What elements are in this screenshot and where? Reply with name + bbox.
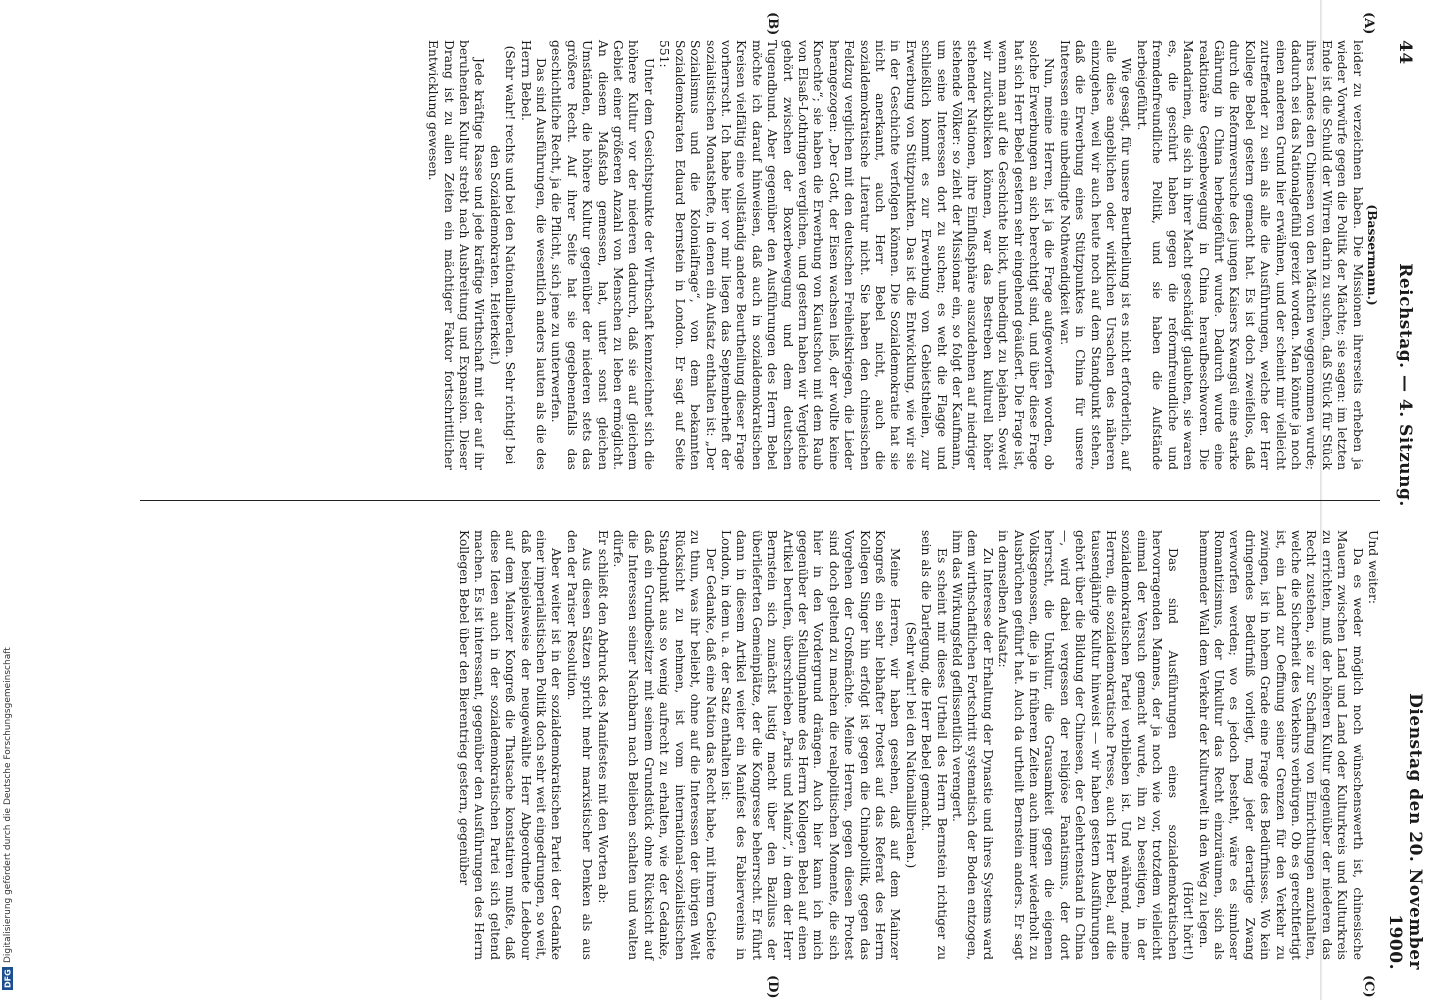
page-header (1385, 40, 1425, 970)
quote-paragraph: Unter dem Gesichtspunkte der Wirthschaft kennzeichnet sich die höhere Kultur vor der niederen dadurch, daß sie auf gleichem Gebiet einer größeren Anzahl von Menschen zu leben ermöglicht. An diesem Maßstab gemessen, hat, unter sonst gleichen Umständen, die höhere Kultur gegenüber der niederen stets das größere Recht. Auf ihrer Seite hat sie gegebenenfalls das geschichtliche Recht, ja die Pflicht, sich jene zu unterwerfen. (549, 40, 656, 470)
interjection: (Sehr wahr! bei den Nationalliberalen.) (903, 621, 918, 869)
margin-mark-b: (B) (765, 12, 780, 36)
quote-paragraph: Aus diesen Sätzen spricht mehr marxistischer Denken als aus den der Pariser Resolution. (564, 530, 595, 960)
session-title: Reichstag. — 4. Sitzung. (1395, 263, 1415, 507)
left-column (425, 40, 1380, 470)
margin-mark-d: (D) (765, 975, 780, 999)
paragraph: Das sind Ausführungen, die wesentlich anders lauten als die des Herrn Bebel. (518, 40, 549, 470)
quote-paragraph: Der Gedanke, daß eine Nation das Recht habe, mit ihrem Gebiete zu thun, was ihr beliebt, ohne auf die Interessen der übrigen Welt Rücksicht zu nehmen, ist vom international-sozialistischen Standpunkt aus so wenig aufrecht zu erhalten, wie der Gedanke, daß ein Grundbesitzer mit seinem Grundstück ohne Rücksicht auf die Interessen seiner Nachbarn nach Belieben schalten und walten dürfe. (611, 530, 718, 960)
digitization-note-text: Digitalisierung gefördert durch die Deutsche Forschungsgemeinschaft (3, 647, 13, 964)
page-number: 44 (1395, 40, 1415, 65)
margin-mark-a: (A) (1361, 12, 1376, 35)
margin-mark-c: (C) (1361, 975, 1376, 998)
session-date: Dienstag den 20. November 1900. (1385, 693, 1425, 970)
quote-paragraph: Jede kräftige Rasse und jede kräftige Wirthschaft mit der auf ihr beruhenden Kultur strebt nach Ausbreitung und Expansion. Dieser Drang ist zu allen Zeiten ein mächtiger Faktor fortschrittlicher Entwicklung gewesen. (426, 40, 487, 470)
paragraph: Wie gesagt, für unsere Beurtheilung ist es nicht erforderlich, auf alle diese angeblichen oder wirklichen Ursachen des näheren einzugehen, weil wir auch heute noch auf dem Standpunkt stehen, daß die Erwerbung eines Stützpunktes in China für unsere Interessen eine unbedingte Nothwendigkeit war. (1057, 40, 1134, 470)
digitization-note (2, 60, 14, 990)
paragraph: Und weiter: (1366, 530, 1380, 605)
newspaper-page (90, 12, 1425, 999)
column-divider (140, 500, 1380, 501)
dfg-logo: DFG (3, 969, 13, 988)
quote-paragraph: Da es weder möglich noch wünschenswerth ist, chinesische Mauern zwischen Land und Land oder Kulturkreis und Kulturkreis zu errichten, muß der höheren Kultur gegenüber der niederen das Recht zustehen, sie zur Schaffung von Einrichtungen anzuhalten, welche die Sicherheit des Verkehrs verbürgen. Ob es gerechtfertigt ist, ein Land zur Oeffnung seiner Grenzen für den Verkehr zu zwingen, ist in hohem Grade eine Frage des Bedürfnisses. Wo kein dringendes Bedürfniß vorliegt, mag jeder derartige Zwang verworfen werden; wo es jedoch besteht, wäre es sinnloser Romantizismus, der Unkultur das Recht einzuräumen, sich als hemmender Wall dem Verkehr der Kulturwelt in den Weg zu legen. (1196, 530, 1365, 960)
interjection: (Sehr wahr! rechts und bei den Nationalliberalen. Sehr richtig! bei den Sozialdemokraten. Heiterkeit.) (487, 45, 518, 465)
paragraph: Es scheint mir dieses Urtheil des Herrn Bernstein richtiger zu sein als die Darlegung, die Herr Bebel gemacht. (919, 530, 949, 960)
paragraph: Er schließt den Abdruck des Manifestes mit den Worten ab: (595, 530, 610, 904)
paragraph: Nun, meine Herren, ist ja die Frage aufgeworfen worden, ob solche Erwerbungen an sich berechtigt sind, und über diese Frage hat sich Herr Bebel gestern sehr eingehend geäußert. Die Frage ist, wenn man auf die Geschichte blickt, unbedingt zu bejahen. Soweit wir zurückblicken können, war das Bestreben kulturell höher stehender Nationen, ihre Einflußsphäre auszudehnen auf niedriger stehende Völker: so zieht der Missionar ein, so folgt der Kaufmann, um seine Interessen dort zu suchen; es weht die Flagge und schließlich kommt es zur Erwerbung von Gebietstheilen, zur Erwerbung von Stützpunkten. Das ist die Entwicklung, wie wir sie in der Geschichte verfolgen können. Die Sozialdemokratie hat sie nicht anerkannt, auch Herr Bebel nicht, auch die sozialdemokratische Literatur nicht. Sie haben den chinesischen Feldzug verglichen mit den deutschen Freiheitskriegen, die Lieder herangezogen: „Der Gott, der Eisen wachsen ließ, der wollte keine Knechte“; sie haben die Erwerbung von Kiautschou mit dem Raub von Elsaß-Lothringen verglichen, und gestern haben wir Vergleiche gehört zwischen der Boxerbewegung und dem deutschen Tugendbund. Aber gegenüber den Ausführungen des Herrn Bebel möchte ich darauf hinweisen, daß auch in sozialdemokratischen Kreisen vielfältig eine vollständig andere Beurtheilung dieser Frage vorherrscht. Ich habe hier vor mir liegen das Septemberheft der sozialistischen Monatshefte, in denen ein Aufsatz enthalten ist: „Der Sozialismus und die Kolonialfrage“, von dem bekannten Sozialdemokraten Eduard Bernstein in London. Er sagt auf Seite 551: (657, 40, 1057, 470)
paragraph: Das sind Ausführungen eines sozialdemokratischen hervorragenden Mannes, der ja noch wie vor, trotzdem vielleicht einmal der Versuch gemacht wurde, ihn zu beseitigen, in der sozialdemokratischen Partei verblieben ist. Und während, meine Herren, die sozialdemokratische Presse, auch Herr Bebel, auf die tausendjährige Kultur hinweist — wir haben gestern Ausführungen gehört über die Bildung der Chinesen, der Gelehrtenstand in China —, wird dabei vergessen der religiöse Fanatismus, der dort herrscht, die Unkultur, die Grausamkeit gegen die eigenen Volksgenossen, die ja in früheren Zeiten auch immer wiederholt zu Ausbrüchen geführt hat. Auch da urtheilt Bernstein anders. Er sagt in demselben Aufsatz: (996, 530, 1180, 960)
speaker-name: (Bassermann.) (1365, 204, 1380, 306)
interjection: (Hört! hört!) (1181, 881, 1196, 960)
quote-paragraph: Zu Interesse der Erhaltung der Dynastie und ihres Systems ward dem wirthschaftlichen Fortschritt systematisch der Boden entzogen, ihm das Wirkungsfeld geflissentlich verengert. (950, 530, 995, 960)
right-column (456, 530, 1380, 960)
paragraph: Meine Herren, wir haben gesehen, daß auf dem Mainzer Kongreß ein sehr lebhafter Protest auf das Referat des Herrn Kollegen Singer hin erfolgt ist gegen die Chinapolitik, gegen das Vorgehen der Großmächte. Meine Herren, gegen diesen Protest sind doch geltend zu machen die realpolitischen Momente, die sich hier in den Vordergrund drängen. Auch hier kann ich mich gegenüber der Stellungnahme des Herrn Kollegen Bebel auf einen Artikel berufen, überschrieben „Paris und Mainz“, in dem der Herr Bernstein sich zunächst lustig macht über den Baziluss der überlieferten Gemeinplätze, der die Kongresse beherrscht. Er führt dann in diesem Artikel weiter ein Manifest des Fabiervereins in London, in dem u. a. der Satz enthalten ist: (718, 530, 903, 960)
paragraph: Aber weiter ist in der sozialdemokratischen Partei der Gedanke einer imperialistischen Politik doch sehr weit eingedrungen, so weit, daß beispielsweise der neugewählte Herr Abgeordnete Ledebour auf dem Mainzer Kongreß die Thatsache konstatiren mußte, daß diese Ideen auch in der sozialdemokratischen Partei sich geltend machen. Es ist interessant, gegenüber den Ausführungen des Herrn Kollegen Bebel über den Bierentrieg gestern, gegenüber (457, 530, 564, 960)
paragraph: leider zu verzeichnen haben. Die Missionen ihrerseits erheben ja wieder Vorwürfe gegen die Politik der Mächte; sie sagen: im letzten Ende ist die Schuld der Wirren darin zu suchen, daß Stück für Stück ihres Landes den Chinesen von den Mächten weggenommen wurde; dadurch sei das Nationalgefühl gereizt worden. Man könnte ja noch einen anderen Grund hier erwähnen, und der scheint mir vielleicht zutreffender zu sein als alle die Ausführungen, welche der Herr Kollege Bebel gestern gemacht hat. Es ist doch zweifellos, daß durch die Reformversuche des jungen Kaisers Kwangsü eine starke Gährung in China herbeigeführt wurde. Dadurch wurde eine reaktionäre Gegenbewegung in China heraufbeschworen. Die Mandarinen, die sich in ihrer Macht geschädigt glaubten, sie waren es, die geschürt haben gegen die reformfreundliche und fremdenfreundliche Politik, und sie haben die Aufstände herbeigeführt. (1134, 40, 1365, 470)
